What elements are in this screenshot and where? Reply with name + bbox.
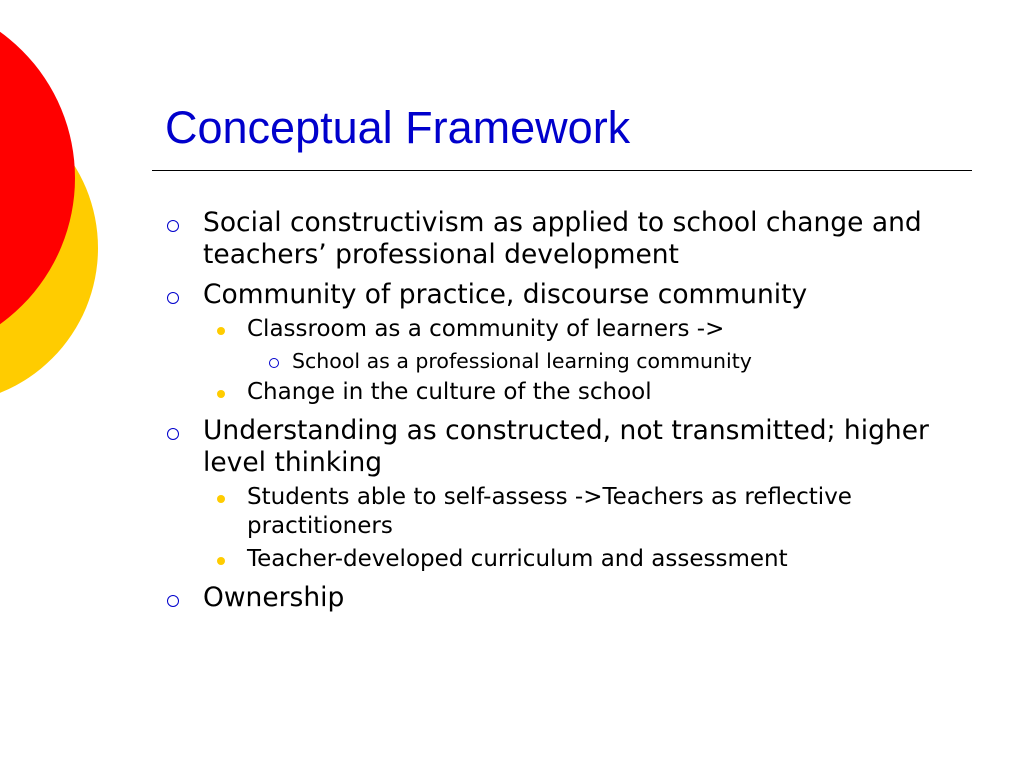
bullet-text: School as a professional learning community [292, 349, 752, 373]
hollow-circle-bullet-icon [167, 428, 179, 440]
bullet-text: Classroom as a community of learners -> [247, 316, 725, 342]
yellow-dot-bullet-icon [217, 495, 225, 503]
bullet-item-understanding-constructed [165, 415, 975, 479]
bullet-text: Social constructivism as applied to school change and teachers’ professional development [203, 207, 922, 270]
sub-sub-bullet-item-professional-learning-community [165, 348, 975, 374]
sub-bullet-item-classroom-community [165, 315, 975, 344]
hollow-circle-bullet-icon [167, 292, 179, 304]
bullet-text: Understanding as constructed, not transmitted; higher level thinking [203, 415, 929, 478]
hollow-circle-bullet-icon [269, 358, 279, 368]
yellow-dot-bullet-icon [217, 327, 225, 335]
yellow-dot-bullet-icon [217, 390, 225, 398]
title-divider [152, 170, 972, 171]
sub-bullet-item-teacher-curriculum [165, 545, 975, 574]
bullet-item-ownership [165, 582, 975, 614]
bullet-list [165, 207, 975, 614]
bullet-text: Ownership [203, 582, 345, 613]
hollow-circle-bullet-icon [167, 220, 179, 232]
hollow-circle-bullet-icon [167, 595, 179, 607]
bullet-item-social-constructivism [165, 207, 975, 271]
sub-bullet-item-self-assess [165, 483, 975, 541]
sub-bullet-item-culture-change [165, 378, 975, 407]
slide-title: Conceptual Framework [165, 102, 631, 153]
bullet-text: Change in the culture of the school [247, 379, 652, 405]
yellow-dot-bullet-icon [217, 557, 225, 565]
bullet-text: Teacher-developed curriculum and assessment [247, 546, 788, 572]
bullet-text: Community of practice, discourse community [203, 279, 808, 310]
bullet-text: Students able to self-assess ->Teachers as reflective practitioners [247, 484, 852, 539]
bullet-item-community-of-practice [165, 279, 975, 311]
decorative-circles [0, 0, 120, 420]
